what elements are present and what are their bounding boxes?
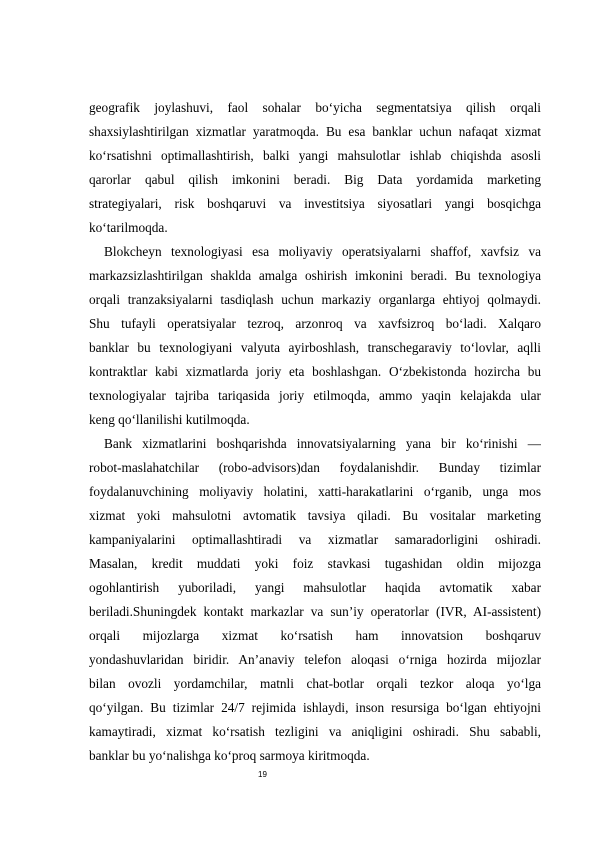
- text-line: qarorlar qabul qilish imkonini beradi. Big Data yordamida marketing: [89, 172, 541, 187]
- text-line: beriladi.Shuningdek kontakt markazlar va sun’iy operatorlar (IVR, AI-assistent): [89, 604, 541, 619]
- text-line: qo‘yilgan. Bu tizimlar 24/7 rejimida ishlaydi, inson resursiga bo‘lgan ehtiyojni: [89, 700, 541, 715]
- text-line: banklar bu yo‘nalishga ko‘proq sarmoya kiritmoqda.: [89, 748, 370, 763]
- text-line: markazsizlashtirilgan shaklda amalga oshirish imkonini beradi. Bu texnologiya: [89, 268, 541, 283]
- text-line: shaxsiylashtirilgan xizmatlar yaratmoqda. Bu esa banklar uchun nafaqat xizmat: [89, 124, 541, 139]
- text-line: keng qo‘llanilishi kutilmoqda.: [89, 412, 250, 427]
- text-line: ko‘rsatishni optimallashtirish, balki yangi mahsulotlar ishlab chiqishda asosli: [89, 148, 541, 163]
- text-line: yondashuvlaridan biridir. An’anaviy telefon aloqasi o‘rniga hozirda mijozlar: [89, 652, 541, 667]
- text-line: kontraktlar kabi xizmatlarda joriy eta boshlashgan. O‘zbekistonda hozircha bu: [89, 364, 541, 379]
- text-line: texnologiyalar tajriba tariqasida joriy etilmoqda, ammo yaqin kelajakda ular: [89, 388, 541, 403]
- text-line: banklar bu texnologiyani valyuta ayirboshlash, transchegaraviy to‘lovlar, aqlli: [89, 340, 541, 355]
- text-line: ogohlantirish yuboriladi, yangi mahsulotlar haqida avtomatik xabar: [89, 580, 541, 595]
- page-number: 19: [258, 770, 267, 779]
- text-line: orqali mijozlarga xizmat ko‘rsatish ham innovatsion boshqaruv: [89, 628, 541, 643]
- text-line: Blokcheyn texnologiyasi esa moliyaviy operatsiyalarni shaffof, xavfsiz va: [104, 244, 541, 259]
- text-line: bilan ovozli yordamchilar, matnli chat-botlar orqali tezkor aloqa yo‘lga: [89, 676, 541, 691]
- text-line: geografik joylashuvi, faol sohalar bo‘yicha segmentatsiya qilish orqali: [89, 100, 541, 115]
- text-line: foydalanuvchining moliyaviy holatini, xatti-harakatlarini o‘rganib, unga mos: [89, 484, 541, 499]
- text-line: Bank xizmatlarini boshqarishda innovatsiyalarning yana bir ko‘rinishi —: [104, 436, 541, 451]
- text-line: ko‘tarilmoqda.: [89, 220, 168, 235]
- text-line: orqali tranzaksiyalarni tasdiqlash uchun markaziy organlarga ehtiyoj qolmaydi.: [89, 292, 541, 307]
- text-line: kampaniyalarini optimallashtiradi va xizmatlar samaradorligini oshiradi.: [89, 532, 541, 547]
- text-line: kamaytiradi, xizmat ko‘rsatish tezligini va aniqligini oshiradi. Shu sababli,: [89, 724, 541, 739]
- text-line: Shu tufayli operatsiyalar tezroq, arzonroq va xavfsizroq bo‘ladi. Xalqaro: [89, 316, 541, 331]
- text-line: xizmat yoki mahsulotni avtomatik tavsiya qiladi. Bu vositalar marketing: [89, 508, 541, 523]
- text-line: robot-maslahatchilar (robo-advisors)dan foydalanishdir. Bunday tizimlar: [89, 460, 541, 475]
- text-line: strategiyalari, risk boshqaruvi va investitsiya siyosatlari yangi bosqichga: [89, 196, 541, 211]
- text-line: Masalan, kredit muddati yoki foiz stavkasi tugashidan oldin mijozga: [89, 556, 541, 571]
